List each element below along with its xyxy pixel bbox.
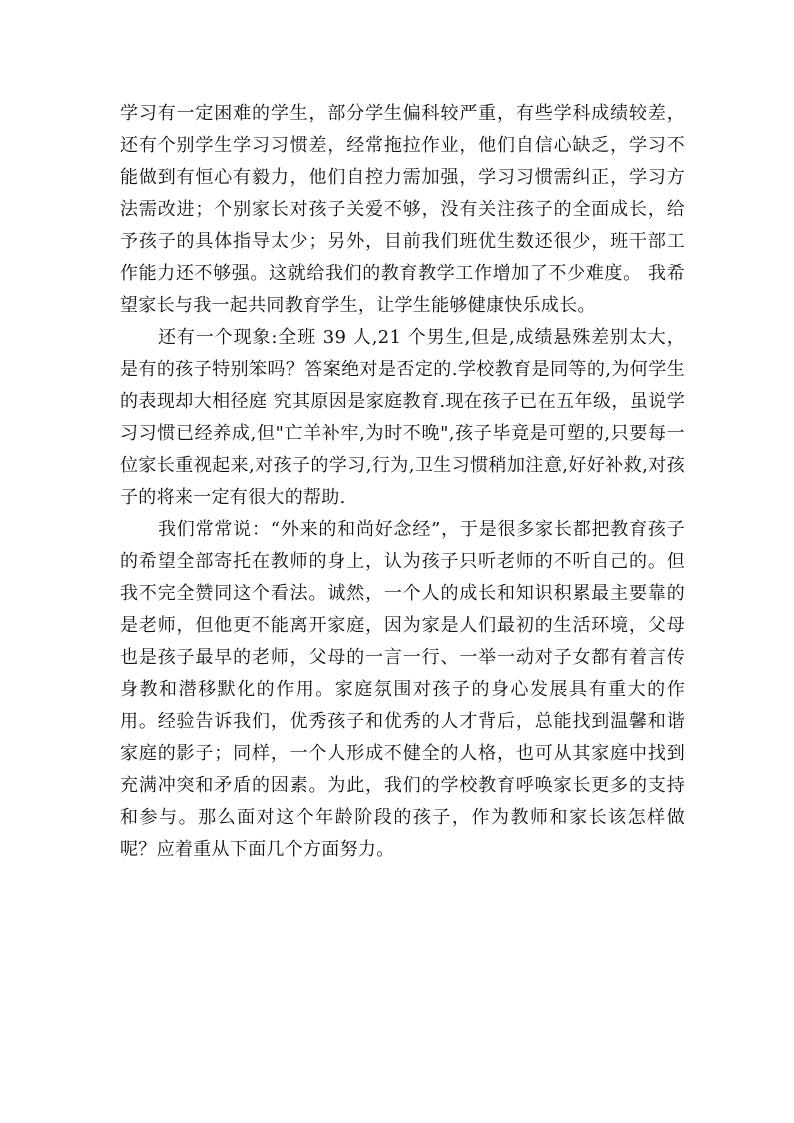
paragraph-3: 我们常常说：“外来的和尚好念经”，于是很多家长都把教育孩子的希望全部寄托在教师的身上，认为孩子只听老师的不听自己的。但我不完全赞同这个看法。诚然，一个人的成长和知识积累最主要靠的是老师，但他更不能离开家庭，因为家是人们最初的生活环境，父母也是孩子最早的老师，父母的一言一行、一举一动对子女都有着言传身教和潜移默化的作用。家庭氛围对孩子的身心发展具有重大的作用。经验告诉我们，优秀孩子和优秀的人才背后，总能找到温馨和谐家庭的影子；同样，一个人形成不健全的人格，也可从其家庭中找到充满冲突和矛盾的因素。为此，我们的学校教育呼唤家长更多的支持和参与。那么面对这个年龄阶段的孩子，作为教师和家长该怎样做呢？应着重从下面几个方面努力。 xyxy=(120,519,685,860)
paragraph-2: 还有一个现象:全班 39 人,21 个男生,但是,成绩悬殊差别太大，是有的孩子特别笨吗？答案绝对是否定的.学校教育是同等的,为何学生的表现却大相径庭 究其原因是家庭教育.现在孩子已在五年级，虽说学习习惯已经养成,但"亡羊补牢,为时不晚",孩子毕竟是可塑的,只要每一位家长重视起来,对孩子的学习,行为,卫生习惯稍加注意,好好补救,对孩子的将来一定有很大的帮助. xyxy=(120,327,685,508)
document-page xyxy=(120,98,685,866)
paragraph-1: 学习有一定困难的学生，部分学生偏科较严重，有些学科成绩较差，还有个别学生学习习惯差，经常拖拉作业，他们自信心缺乏，学习不能做到有恒心有毅力，他们自控力需加强，学习习惯需纠正，学习方法需改进；个别家长对孩子关爱不够，没有关注孩子的全面成长，给予孩子的具体指导太少；另外，目前我们班优生数还很少，班干部工作能力还不够强。这就给我们的教育教学工作增加了不少难度。 我希望家长与我一起共同教育学生，让学生能够健康快乐成长。 xyxy=(120,103,685,316)
